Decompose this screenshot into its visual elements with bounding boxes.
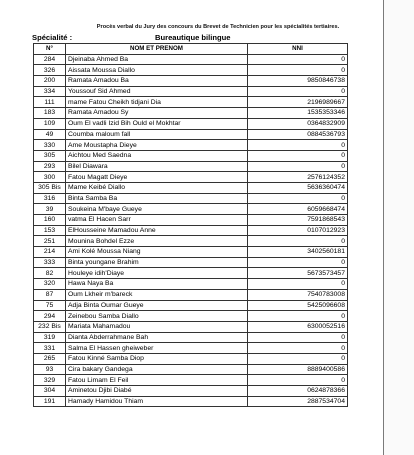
table-row bbox=[34, 321, 348, 332]
row-number: 183 bbox=[34, 108, 66, 119]
column-header-name: NOM ET PRENOM bbox=[66, 44, 248, 55]
table-row bbox=[34, 236, 348, 247]
table-row bbox=[34, 65, 348, 76]
row-name: Hamady Hamidou Thiam bbox=[66, 396, 248, 407]
row-number: 304 bbox=[34, 386, 66, 397]
row-name: Binta youngane Brahim bbox=[66, 257, 248, 268]
row-number: 334 bbox=[34, 86, 66, 97]
row-nni: 2576124352 bbox=[248, 172, 348, 183]
table-row bbox=[34, 215, 348, 226]
row-nni: 5636360474 bbox=[248, 182, 348, 193]
row-number: 333 bbox=[34, 257, 66, 268]
row-number: 87 bbox=[34, 289, 66, 300]
row-number: 316 bbox=[34, 193, 66, 204]
row-nni: 0624878366 bbox=[248, 386, 348, 397]
row-nni: 0 bbox=[248, 279, 348, 290]
row-name: Fatou Kinné Samba Diop bbox=[66, 353, 248, 364]
row-nni: 0 bbox=[248, 150, 348, 161]
row-number: 109 bbox=[34, 118, 66, 129]
row-number: 305 Bis bbox=[34, 182, 66, 193]
row-nni: 0364832909 bbox=[248, 118, 348, 129]
column-header-nni: NNI bbox=[248, 44, 348, 55]
row-name: Dianta Abderrahmane Bah bbox=[66, 332, 248, 343]
row-nni: 0 bbox=[248, 161, 348, 172]
row-name: Bilel Diawara bbox=[66, 161, 248, 172]
row-name: Coumba maloum fall bbox=[66, 129, 248, 140]
row-nni: 0 bbox=[248, 86, 348, 97]
row-nni: 0 bbox=[248, 257, 348, 268]
row-name: Salma El Hassen gheiweber bbox=[66, 343, 248, 354]
speciality-label: Spécialité : bbox=[32, 33, 73, 42]
row-nni: 7540783008 bbox=[248, 289, 348, 300]
row-nni: 9850846738 bbox=[248, 76, 348, 87]
row-nni: 7591868543 bbox=[248, 215, 348, 226]
table-row bbox=[34, 54, 348, 65]
row-nni: 0 bbox=[248, 353, 348, 364]
row-name: Zeinebou Samba Diallo bbox=[66, 311, 248, 322]
speciality-value: Bureautique bilingue bbox=[155, 33, 231, 42]
row-nni: 0 bbox=[248, 54, 348, 65]
table-row bbox=[34, 108, 348, 119]
row-name: Youssouf Sid Ahmed bbox=[66, 86, 248, 97]
row-nni: 1535353346 bbox=[248, 108, 348, 119]
row-number: 320 bbox=[34, 279, 66, 290]
table-body bbox=[34, 54, 348, 407]
table-row bbox=[34, 172, 348, 183]
row-name: Ramata Amadou Sy bbox=[66, 108, 248, 119]
row-name: Soukeina M'baye Gueye bbox=[66, 204, 248, 215]
row-name: Oum Lkheir m'bareck bbox=[66, 289, 248, 300]
table-row bbox=[34, 204, 348, 215]
table-row bbox=[34, 129, 348, 140]
row-name: Aminetou Djibi Diabé bbox=[66, 386, 248, 397]
row-number: 330 bbox=[34, 140, 66, 151]
table-row bbox=[34, 375, 348, 386]
table-row bbox=[34, 193, 348, 204]
row-nni: 8889400586 bbox=[248, 364, 348, 375]
table-row bbox=[34, 268, 348, 279]
row-name: Binta Samba Ba bbox=[66, 193, 248, 204]
row-nni: 0107012923 bbox=[248, 225, 348, 236]
table-row bbox=[34, 343, 348, 354]
row-number: 265 bbox=[34, 353, 66, 364]
row-name: Oum El vadli Izid Bih Ould el Mokhtar bbox=[66, 118, 248, 129]
row-nni: 0 bbox=[248, 343, 348, 354]
row-number: 153 bbox=[34, 225, 66, 236]
row-number: 93 bbox=[34, 364, 66, 375]
row-nni: 5673573457 bbox=[248, 268, 348, 279]
row-name: Hawa Naya Ba bbox=[66, 279, 248, 290]
row-number: 251 bbox=[34, 236, 66, 247]
table-row bbox=[34, 396, 348, 407]
row-nni: 0 bbox=[248, 332, 348, 343]
row-name: Ramata Amadou Ba bbox=[66, 76, 248, 87]
table-row bbox=[34, 300, 348, 311]
table-row bbox=[34, 150, 348, 161]
row-number: 214 bbox=[34, 247, 66, 258]
table-row bbox=[34, 279, 348, 290]
row-name: Aissata Moussa Diallo bbox=[66, 65, 248, 76]
row-nni: 3402560181 bbox=[248, 247, 348, 258]
row-name: Fatou Limam El Feil bbox=[66, 375, 248, 386]
table-row bbox=[34, 353, 348, 364]
table-row bbox=[34, 311, 348, 322]
table-row bbox=[34, 182, 348, 193]
table-row bbox=[34, 97, 348, 108]
table-row bbox=[34, 332, 348, 343]
row-number: 160 bbox=[34, 215, 66, 226]
row-number: 326 bbox=[34, 65, 66, 76]
row-number: 232 Bis bbox=[34, 321, 66, 332]
row-number: 49 bbox=[34, 129, 66, 140]
row-name: Ame Moustapha Dieye bbox=[66, 140, 248, 151]
table-row bbox=[34, 225, 348, 236]
table-row bbox=[34, 76, 348, 87]
row-nni: 6059668474 bbox=[248, 204, 348, 215]
table-row bbox=[34, 247, 348, 258]
row-nni: 0 bbox=[248, 193, 348, 204]
table-row bbox=[34, 364, 348, 375]
row-name: Mounina Bohdel Ezze bbox=[66, 236, 248, 247]
row-name: mame Fatou Cheikh tidjani Dia bbox=[66, 97, 248, 108]
table-row bbox=[34, 289, 348, 300]
row-number: 331 bbox=[34, 343, 66, 354]
column-header-number: N° bbox=[34, 44, 66, 55]
row-nni: 2196989667 bbox=[248, 97, 348, 108]
row-number: 75 bbox=[34, 300, 66, 311]
row-name: Mariata Mahamadou bbox=[66, 321, 248, 332]
table-row bbox=[34, 140, 348, 151]
row-name: Aichtou Med Saedna bbox=[66, 150, 248, 161]
row-number: 82 bbox=[34, 268, 66, 279]
table-row bbox=[34, 86, 348, 97]
row-nni: 0 bbox=[248, 236, 348, 247]
row-name: Adja Binta Oumar Gueye bbox=[66, 300, 248, 311]
row-nni: 0884536793 bbox=[248, 129, 348, 140]
table-row bbox=[34, 386, 348, 397]
row-name: vatma El Hacen Sarr bbox=[66, 215, 248, 226]
row-nni: 6300052516 bbox=[248, 321, 348, 332]
row-number: 300 bbox=[34, 172, 66, 183]
row-nni: 0 bbox=[248, 375, 348, 386]
row-nni: 0 bbox=[248, 65, 348, 76]
row-nni: 0 bbox=[248, 311, 348, 322]
candidates-table bbox=[33, 43, 348, 407]
row-name: Cira bakary Gandega bbox=[66, 364, 248, 375]
row-number: 111 bbox=[34, 97, 66, 108]
row-number: 294 bbox=[34, 311, 66, 322]
row-number: 191 bbox=[34, 396, 66, 407]
table-row bbox=[34, 118, 348, 129]
row-number: 284 bbox=[34, 54, 66, 65]
row-number: 39 bbox=[34, 204, 66, 215]
table-row bbox=[34, 257, 348, 268]
row-number: 305 bbox=[34, 150, 66, 161]
table-header-row bbox=[34, 44, 348, 55]
row-nni: 5425096608 bbox=[248, 300, 348, 311]
row-number: 329 bbox=[34, 375, 66, 386]
row-name: Ami Kolé Moussa Niang bbox=[66, 247, 248, 258]
table-row bbox=[34, 161, 348, 172]
row-number: 293 bbox=[34, 161, 66, 172]
row-name: Fatou Magatt Dieye bbox=[66, 172, 248, 183]
row-number: 200 bbox=[34, 76, 66, 87]
row-name: Mame Keibé Diallo bbox=[66, 182, 248, 193]
row-name: Djeinaba Ahmed Ba bbox=[66, 54, 248, 65]
page-margin bbox=[384, 0, 414, 455]
row-nni: 0 bbox=[248, 140, 348, 151]
document-title: Procès verbal du Jury des concours du Brevet de Technicien pour les spécialités tertiaires. bbox=[96, 24, 340, 30]
row-name: Houleye idih'Diaye bbox=[66, 268, 248, 279]
row-name: ElHousseine Mamadou Anne bbox=[66, 225, 248, 236]
row-number: 319 bbox=[34, 332, 66, 343]
row-nni: 2887534704 bbox=[248, 396, 348, 407]
